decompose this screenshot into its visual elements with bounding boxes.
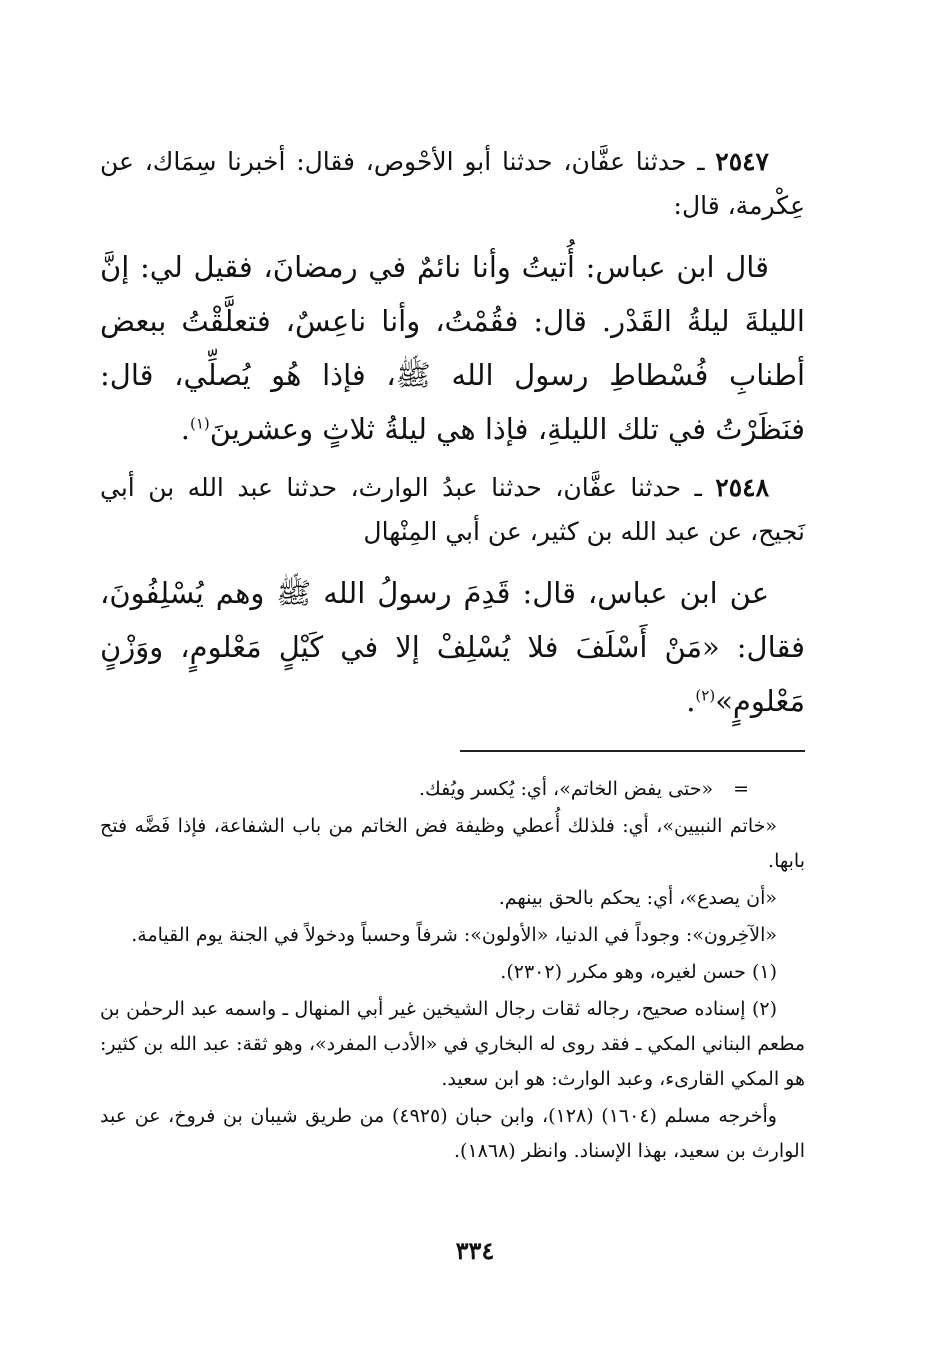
continuation-marker: = — [733, 778, 749, 800]
footnote-1 — [100, 955, 805, 990]
footnote-text: «أن يصدع»، أي: يحكم بالحق بينهم. — [498, 887, 777, 909]
matn-text: قال ابن عباس: أُتيتُ وأنا نائمٌ في رمضانَ، فقيل لي: إنَّ الليلةَ ليلةُ القَدْر. قال: فقُمْتُ، وأنا ناعِسٌ، فتعلَّقْتُ ببعض أطنابِ فُسْطاطِ رسول الله ﷺ، فإذا هُو يُصلِّي، قال: فنَظَرْتُ في تلك الليلةِ، فإذا هي ليلةُ ثلاثٍ وعشرينَ — [100, 250, 805, 446]
footnote-reference: (١) — [189, 414, 210, 433]
footnote-separator — [460, 750, 805, 752]
page-content — [100, 140, 805, 1171]
hadith-2547-matn — [100, 240, 805, 456]
hadith-2548-isnad — [100, 466, 805, 554]
footnote-2-continued — [100, 1099, 805, 1169]
footnote-text: «الآخِرون»: وجوداً في الدنيا، «الأولون»: شرفاً وحسباً ودخولاً في الجنة يوم القيامة. — [131, 924, 777, 946]
footnote-separator-wrap — [100, 750, 805, 752]
hadith-2548-matn — [100, 566, 805, 728]
matn-text: عن ابن عباس، قال: قَدِمَ رسولُ الله ﷺ وهم يُسْلِفُونَ، فقال: «مَنْ أَسْلَفَ فلا يُسْلِفْ إلا في كَيْلٍ مَعْلومٍ، ووَزْنٍ مَعْلومٍ» — [100, 576, 805, 718]
page-number: ٣٣٤ — [455, 1236, 495, 1265]
hadith-2547-isnad — [100, 140, 805, 228]
sentence-end: . — [686, 684, 696, 718]
footnote-reference: (٢) — [695, 686, 716, 705]
hadith-number: ٢٥٤٨ — [715, 473, 770, 502]
sentence-end: . — [180, 412, 190, 446]
footnote-text: «حتى يفض الخاتم»، أي: يُكسر ويُفك. — [419, 778, 714, 800]
footnote-text: «خاتم النبيين»، أي: فلذلك أُعطي وظيفة فض الخاتم من باب الشفاعة، فإذا فَضَّه فتح بابها. — [100, 815, 805, 872]
footnote-continued-1 — [100, 772, 805, 807]
isnad-text: ـ حدثنا عفَّان، حدثنا عبدُ الوارث، حدثنا عبد الله بن أبي نَجيح، عن عبد الله بن كثير، عن أبي المِنْهال — [100, 473, 805, 546]
footnote-2 — [100, 992, 805, 1097]
footnote-text: (١) حسن لغيره، وهو مكرر (٢٣٠٢). — [500, 961, 777, 983]
isnad-text: ـ حدثنا عفَّان، حدثنا أبو الأحْوص، فقال: أخبرنا سِمَاك، عن عِكْرمة، قال: — [100, 147, 805, 220]
footnote-text: (٢) إسناده صحيح، رجاله ثقات رجال الشيخين غير أبي المنهال ـ واسمه عبد الرحمٰن بن مطعم البناني المكي ـ فقد روى له البخاري في «الأدب المفرد»، وهو ثقة: عبد الله بن كثير: هو المكي القارىء، وعبد الوارث: هو ابن سعيد. — [100, 998, 805, 1090]
footnote-continued-3 — [100, 881, 805, 916]
hadith-number: ٢٥٤٧ — [715, 147, 769, 176]
footnote-text: وأخرجه مسلم (١٦٠٤) (١٢٨)، وابن حبان (٤٩٢٥) من طريق شيبان بن فروخ، عن عبد الوارث بن سعيد، بهذا الإسناد. وانظر (١٨٦٨). — [100, 1105, 805, 1162]
footnote-continued-4 — [100, 918, 805, 953]
footnote-continued-2 — [100, 809, 805, 879]
